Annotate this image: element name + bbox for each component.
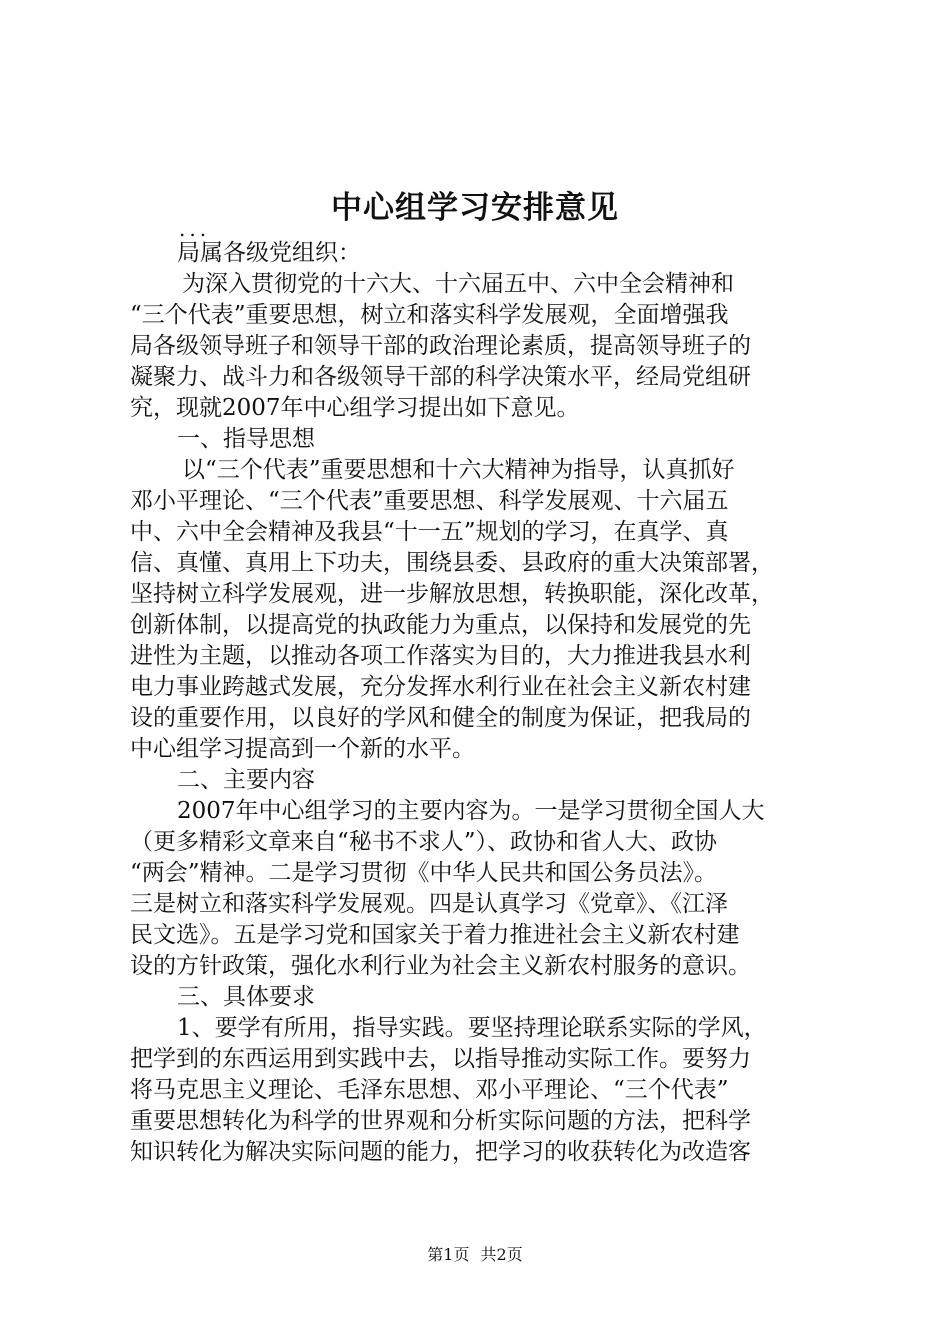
paragraph-line: 进性为主题，以推动各项工作落实为目的，大力推进我县水利	[130, 643, 751, 669]
paragraph-line: 信、真懂、真用上下功夫，围绕县委、县政府的重大决策部署，	[130, 550, 774, 576]
paragraph-line: 中心组学习提高到一个新的水平。	[130, 736, 475, 762]
document-body	[130, 238, 830, 1168]
paragraph-line: “两会”精神。二是学习贯彻《中华人民共和国公务员法》。	[130, 860, 718, 886]
ellipsis: ...	[179, 217, 211, 241]
paragraph-line: 把学到的东西运用到实践中去，以指导推动实际工作。要努力	[130, 1046, 751, 1072]
paragraph-line: 2007年中心组学习的主要内容为。一是学习贯彻全国人大	[177, 798, 765, 824]
paragraph-line: 三是树立和落实科学发展观。四是认真学习《党章》、《江泽	[130, 891, 728, 917]
paragraph-line: 究，现就2007年中心组学习提出如下意见。	[130, 395, 580, 421]
paragraph-line: 坚持树立科学发展观，进一步解放思想，转换职能，深化改革，	[130, 581, 774, 607]
paragraph-line: 重要思想转化为科学的世界观和分析实际问题的方法，把科学	[130, 1108, 751, 1134]
page-number: 第1页	[427, 1245, 470, 1264]
page-footer	[0, 1244, 950, 1266]
document-title: 中心组学习安排意见	[331, 190, 619, 226]
paragraph-line: 设的方针政策，强化水利行业为社会主义新农村服务的意识。	[130, 953, 751, 979]
page-total: 共2页	[480, 1245, 523, 1264]
paragraph-line: 设的重要作用，以良好的学风和健全的制度为保证，把我局的	[130, 705, 751, 731]
salutation: 局属各级党组织：	[177, 240, 361, 266]
paragraph-line: 民文选》。五是学习党和国家关于着力推进社会主义新农村建	[130, 922, 740, 948]
paragraph-line: 电力事业跨越式发展，充分发挥水利行业在社会主义新农村建	[130, 674, 751, 700]
section-heading: 三、具体要求	[177, 984, 315, 1010]
paragraph-line: 知识转化为解决实际问题的能力，把学习的收获转化为改造客	[130, 1139, 751, 1165]
paragraph-line: 中、六中全会精神及我县“十一五”规划的学习，在真学、真	[130, 519, 729, 545]
paragraph-line: 凝聚力、战斗力和各级领导干部的科学决策水平，经局党组研	[130, 364, 751, 390]
paragraph-line: 以“三个代表”重要思想和十六大精神为指导，认真抓好	[182, 457, 735, 483]
paragraph-line: 创新体制，以提高党的执政能力为重点，以保持和发展党的先	[130, 612, 751, 638]
paragraph-line: 为深入贯彻党的十六大、十六届五中、六中全会精神和	[182, 271, 734, 297]
section-heading: 二、主要内容	[177, 767, 315, 793]
paragraph-line: 邓小平理论、“三个代表”重要思想、科学发展观、十六届五	[130, 488, 729, 514]
section-heading: 一、指导思想	[177, 426, 315, 452]
paragraph-line: 1、要学有所用，指导实践。要坚持理论联系实际的学风，	[177, 1015, 767, 1041]
paragraph-line: “三个代表”重要思想，树立和落实科学发展观，全面增强我	[130, 302, 729, 328]
paragraph-line: 将马克思主义理论、毛泽东思想、邓小平理论、“三个代表”	[130, 1077, 729, 1103]
paragraph-line: （更多精彩文章来自“秘书不求人”）、政协和省人大、政协	[130, 829, 718, 855]
paragraph-line: 局各级领导班子和领导干部的政治理论素质，提高领导班子的	[130, 333, 751, 359]
